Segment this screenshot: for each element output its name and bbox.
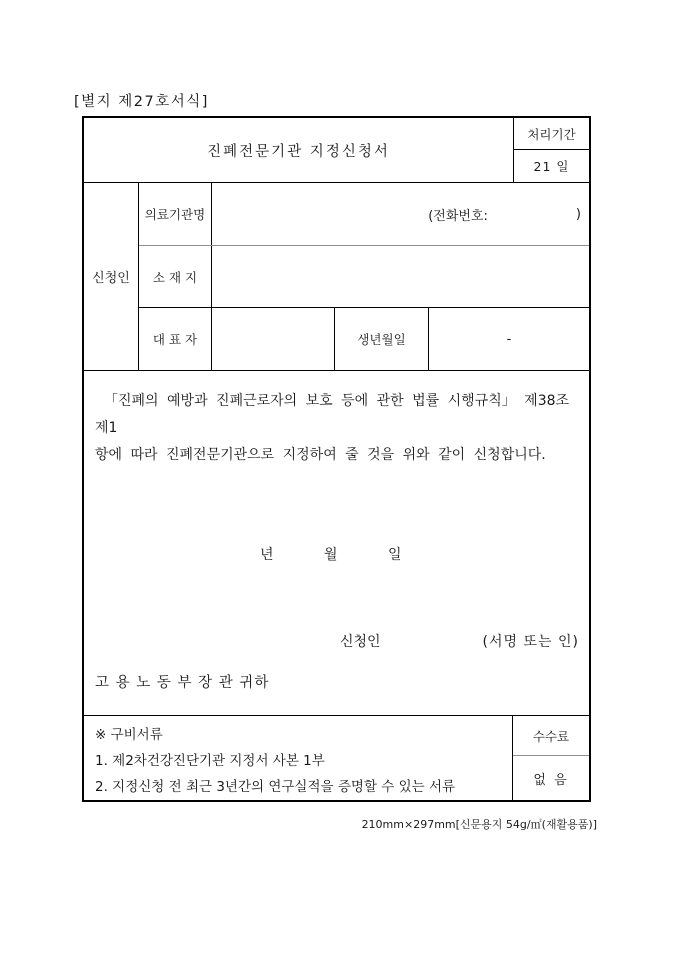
institution-name-label: 의료기관명 bbox=[139, 183, 212, 245]
address-row bbox=[139, 246, 589, 308]
processing-period-column bbox=[513, 118, 589, 182]
fee-label: 수수료 bbox=[513, 716, 589, 756]
birthdate-field: - bbox=[506, 331, 512, 347]
fee-column bbox=[512, 716, 589, 800]
fee-value: 없 음 bbox=[533, 772, 569, 788]
declaration-line-1: 「진폐의 예방과 진폐근로자의 보호 등에 관한 법률 시행규칙」 제38조제1 bbox=[95, 393, 570, 436]
signature-line bbox=[84, 631, 589, 651]
declaration-paragraph bbox=[95, 388, 582, 469]
representative-label: 대 표 자 bbox=[139, 308, 212, 370]
applicant-section bbox=[84, 183, 589, 371]
phone-number-field bbox=[212, 183, 589, 245]
representative-row bbox=[139, 308, 589, 370]
address-label: 소 재 지 bbox=[139, 246, 212, 307]
declaration-section bbox=[84, 371, 589, 716]
representative-name-field bbox=[212, 308, 335, 370]
institution-name-field bbox=[212, 183, 589, 245]
phone-number-label: (전화번호: bbox=[428, 208, 488, 224]
processing-period-label: 처리기간 bbox=[514, 118, 589, 150]
attachments-list bbox=[84, 716, 512, 800]
date-day-label: 일 bbox=[387, 547, 402, 563]
annex-form-label: [별지 제27호서식] bbox=[74, 94, 209, 110]
date-line bbox=[260, 544, 402, 564]
date-month-label: 월 bbox=[323, 547, 338, 563]
recipient-line: 고 용 노 동 부 장 관 귀하 bbox=[95, 675, 270, 691]
phone-number-close-paren: ) bbox=[575, 206, 581, 222]
date-year-label: 년 bbox=[260, 547, 274, 563]
applicant-rows bbox=[139, 183, 589, 370]
paper-size-note: 210mm×297mm[신문용지 54g/㎡(재활용품)] bbox=[361, 818, 597, 831]
processing-period-value: 21 일 bbox=[533, 159, 570, 174]
birthdate-label: 생년월일 bbox=[335, 308, 429, 370]
institution-name-row bbox=[139, 183, 589, 246]
signature-or-seal-note: (서명 또는 인) bbox=[482, 634, 579, 650]
attachment-item: 1. 제2차건강진단기관 지정서 사본 1부 bbox=[95, 753, 325, 769]
title-section bbox=[84, 118, 589, 183]
application-form-table bbox=[82, 116, 591, 802]
declaration-line-2: 항에 따라 진폐전문기관으로 지정하여 줄 것을 위와 같이 신청합니다. bbox=[95, 447, 546, 463]
signature-applicant-label: 신청인 bbox=[340, 634, 381, 650]
address-field bbox=[212, 246, 589, 307]
applicant-section-label: 신청인 bbox=[84, 183, 139, 370]
form-title: 진폐전문기관 지정신청서 bbox=[207, 143, 390, 160]
attachments-heading: ※ 구비서류 bbox=[95, 727, 163, 743]
attachment-item: 2. 지정신청 전 최근 3년간의 연구실적을 증명할 수 있는 서류 bbox=[95, 779, 456, 795]
attachments-section bbox=[84, 716, 589, 800]
